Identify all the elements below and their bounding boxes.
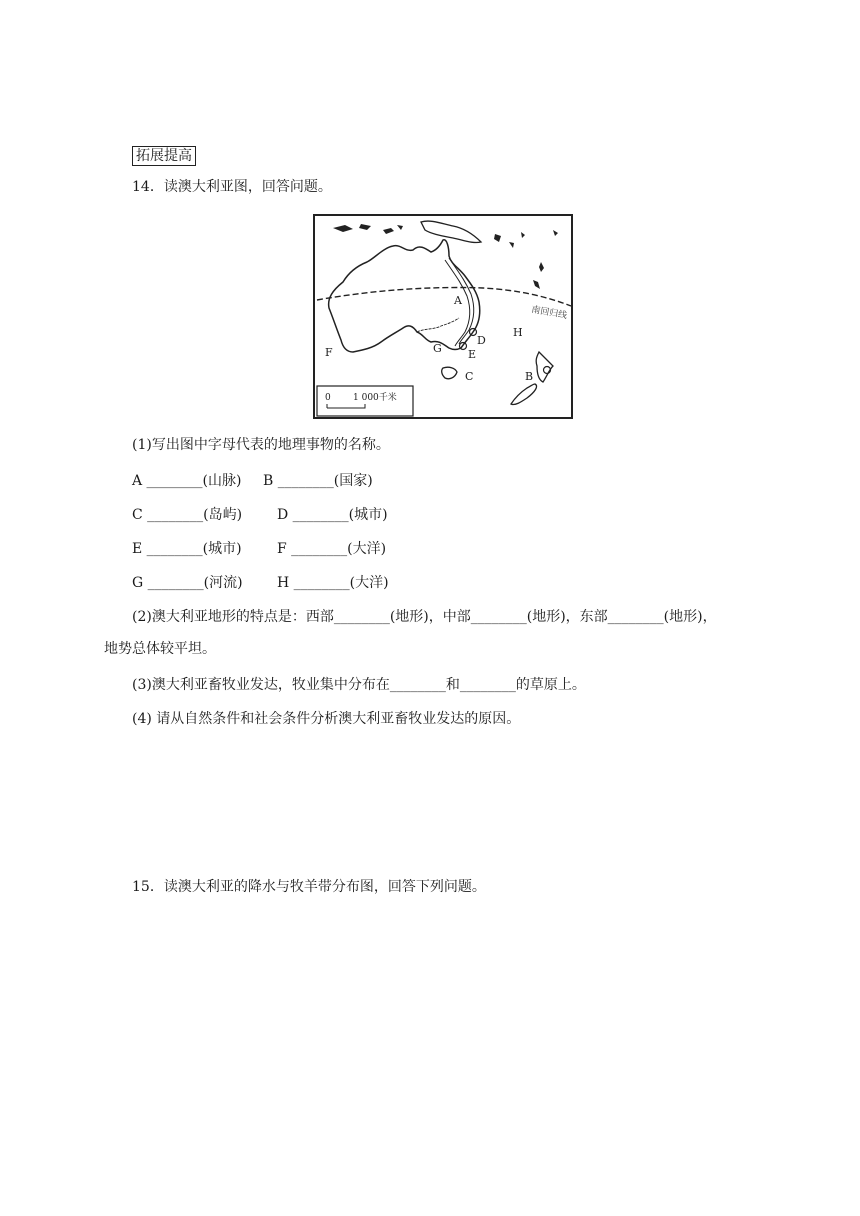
- map-label-g: G: [433, 342, 442, 355]
- answer-item-f: F ________(大洋): [277, 541, 387, 557]
- answer-item-g: G ________(河流): [132, 575, 243, 591]
- answer-item-a: A ________(山脉): [132, 473, 242, 489]
- map-label-a: A: [454, 294, 462, 307]
- map-label-c: C: [465, 370, 474, 383]
- q14-sub3: (3)澳大利亚畜牧业发达，牧业集中分布在________和________的草原上。: [132, 677, 586, 693]
- question-14-stem: 14．读澳大利亚图，回答问题。: [132, 179, 332, 195]
- q14-sub4: (4) 请从自然条件和社会条件分析澳大利亚畜牧业发达的原因。: [132, 711, 521, 727]
- answer-item-h: H ________(大洋): [277, 575, 389, 591]
- tropic-label: 南回归线: [530, 305, 568, 322]
- scale-text: 1 000千米: [353, 393, 397, 403]
- question-15-stem: 15．读澳大利亚的降水与牧羊带分布图，回答下列问题。: [132, 879, 486, 895]
- map-label-h: H: [513, 326, 523, 339]
- answer-item-e: E ________(城市): [132, 541, 242, 557]
- australia-map: [313, 214, 573, 419]
- answer-item-b: B ________(国家): [263, 473, 373, 489]
- q14-sub2-line2: 地势总体较平坦。: [104, 641, 216, 657]
- q14-sub1: (1)写出图中字母代表的地理事物的名称。: [132, 437, 390, 453]
- answer-item-c: C ________(岛屿): [132, 507, 243, 523]
- map-label-e: E: [468, 348, 477, 361]
- map-label-f: F: [325, 346, 333, 359]
- q14-sub2-line1: (2)澳大利亚地形的特点是：西部________(地形)，中部________(地形)，东部________(地形)，: [132, 609, 717, 625]
- section-title: 拓展提高: [132, 146, 196, 166]
- answer-item-d: D ________(城市): [277, 507, 388, 523]
- scale-zero: 0: [325, 393, 331, 403]
- map-label-b: B: [525, 370, 534, 383]
- map-label-d: D: [477, 334, 486, 347]
